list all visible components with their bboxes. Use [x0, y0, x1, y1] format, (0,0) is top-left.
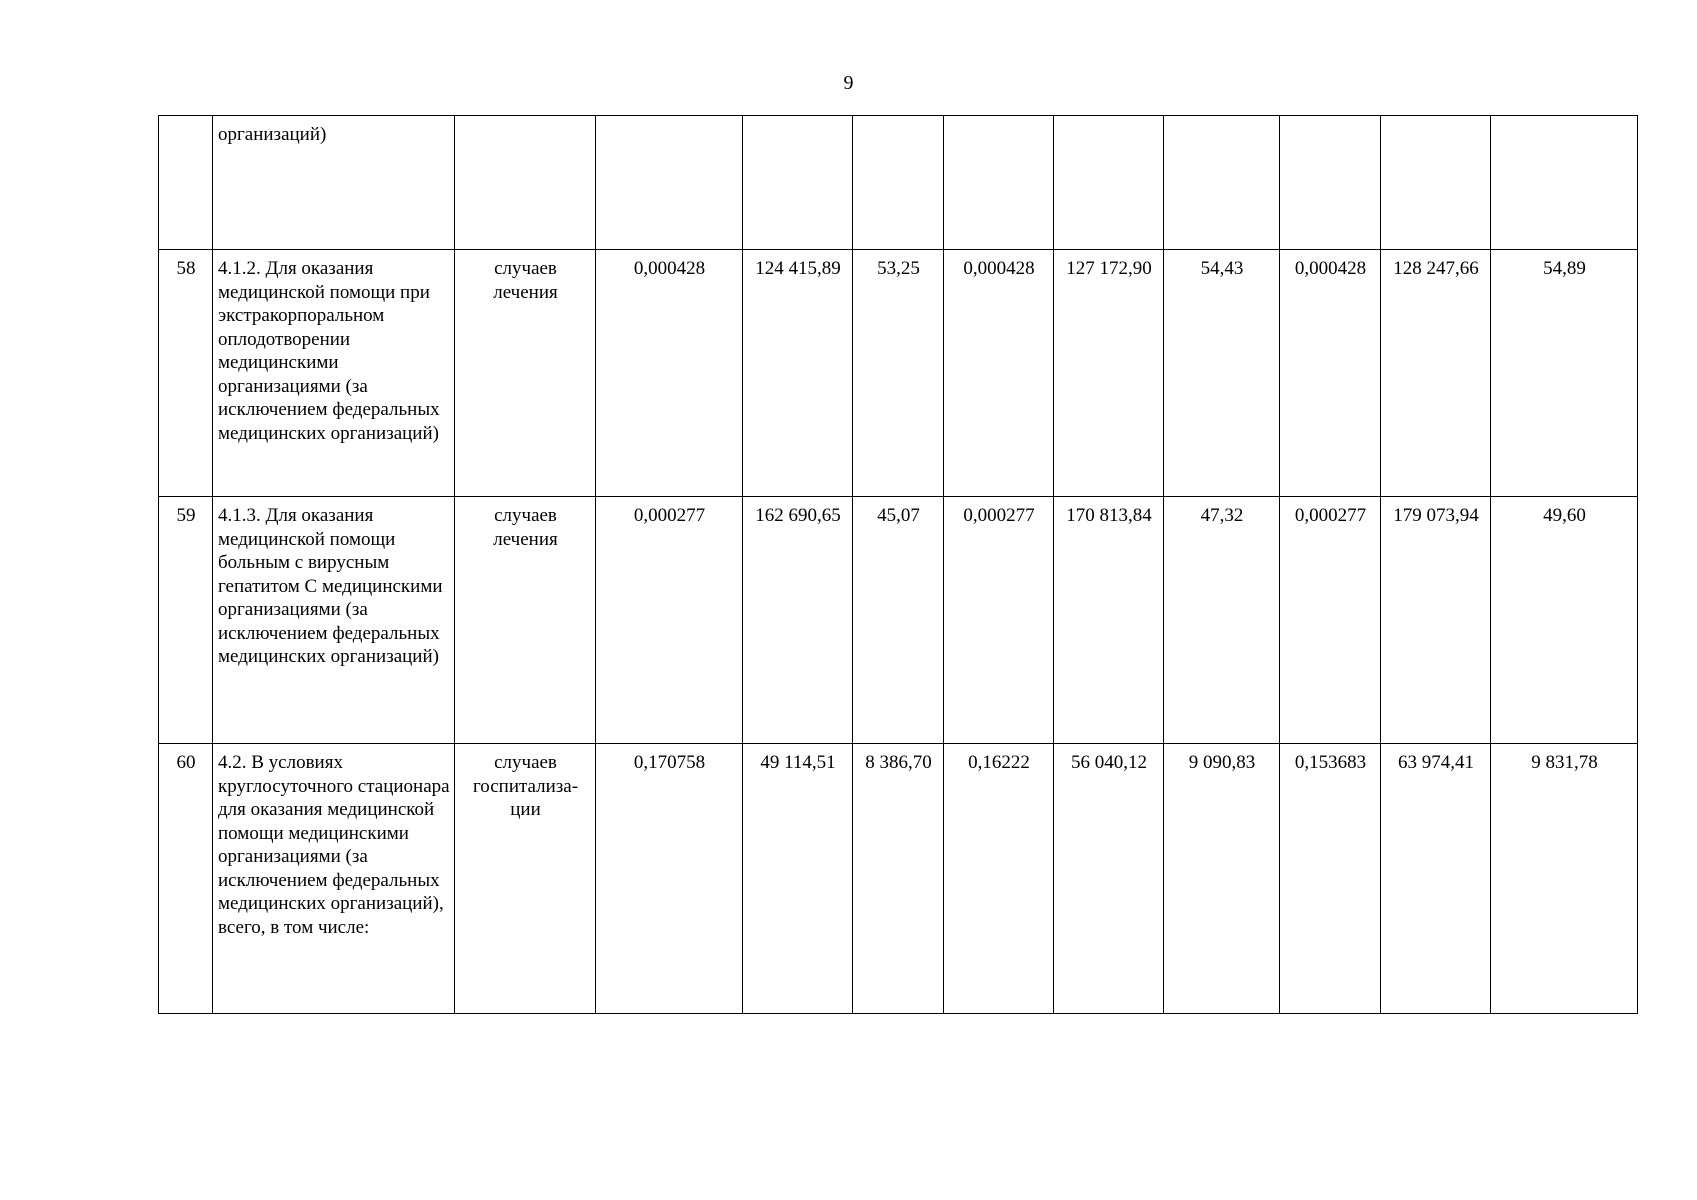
value-cell: 0,000277 — [596, 497, 743, 744]
value-cell: 0,16222 — [944, 744, 1054, 1014]
value-cell: 49 114,51 — [743, 744, 853, 1014]
value-cell — [1164, 116, 1280, 250]
row-unit: случаев госпитализа-ции — [455, 744, 596, 1014]
row-number: 60 — [159, 744, 213, 1014]
value-cell: 170 813,84 — [1054, 497, 1164, 744]
row-unit — [455, 116, 596, 250]
row-name: организаций) — [213, 116, 455, 250]
row-unit: случаев лечения — [455, 497, 596, 744]
value-cell: 54,43 — [1164, 250, 1280, 497]
value-cell: 47,32 — [1164, 497, 1280, 744]
table-row — [159, 744, 1638, 1014]
value-cell: 45,07 — [853, 497, 944, 744]
value-cell: 0,000428 — [596, 250, 743, 497]
value-cell: 0,000428 — [1280, 250, 1381, 497]
row-number: 58 — [159, 250, 213, 497]
value-cell: 0,000428 — [944, 250, 1054, 497]
value-cell: 0,170758 — [596, 744, 743, 1014]
value-cell — [1054, 116, 1164, 250]
value-cell: 128 247,66 — [1381, 250, 1491, 497]
value-cell — [1280, 116, 1381, 250]
value-cell — [944, 116, 1054, 250]
value-cell — [1381, 116, 1491, 250]
value-cell: 54,89 — [1491, 250, 1638, 497]
table-row — [159, 250, 1638, 497]
value-cell: 63 974,41 — [1381, 744, 1491, 1014]
row-number — [159, 116, 213, 250]
value-cell: 0,000277 — [1280, 497, 1381, 744]
row-unit: случаев лечения — [455, 250, 596, 497]
data-table — [158, 115, 1638, 1014]
value-cell: 9 831,78 — [1491, 744, 1638, 1014]
table-row — [159, 497, 1638, 744]
table-row — [159, 116, 1638, 250]
value-cell: 9 090,83 — [1164, 744, 1280, 1014]
value-cell — [743, 116, 853, 250]
value-cell: 56 040,12 — [1054, 744, 1164, 1014]
value-cell: 49,60 — [1491, 497, 1638, 744]
value-cell: 124 415,89 — [743, 250, 853, 497]
value-cell — [596, 116, 743, 250]
row-name: 4.1.3. Для оказания медицинской помощи больным с вирусным гепатитом С медицинскими организациями (за исключением федеральных медицинских организаций) — [213, 497, 455, 744]
value-cell: 127 172,90 — [1054, 250, 1164, 497]
row-name: 4.2. В условиях круглосуточного стационара для оказания медицинской помощи медицинскими организациями (за исключением федеральных медицинских организаций), всего, в том числе: — [213, 744, 455, 1014]
value-cell: 0,153683 — [1280, 744, 1381, 1014]
value-cell: 0,000277 — [944, 497, 1054, 744]
value-cell — [853, 116, 944, 250]
row-name: 4.1.2. Для оказания медицинской помощи при экстракорпоральном оплодотворении медицинскими организациями (за исключением федеральных медицинских организаций) — [213, 250, 455, 497]
value-cell: 8 386,70 — [853, 744, 944, 1014]
value-cell — [1491, 116, 1638, 250]
row-number: 59 — [159, 497, 213, 744]
value-cell: 53,25 — [853, 250, 944, 497]
value-cell: 179 073,94 — [1381, 497, 1491, 744]
value-cell: 162 690,65 — [743, 497, 853, 744]
page-number: 9 — [843, 72, 854, 94]
